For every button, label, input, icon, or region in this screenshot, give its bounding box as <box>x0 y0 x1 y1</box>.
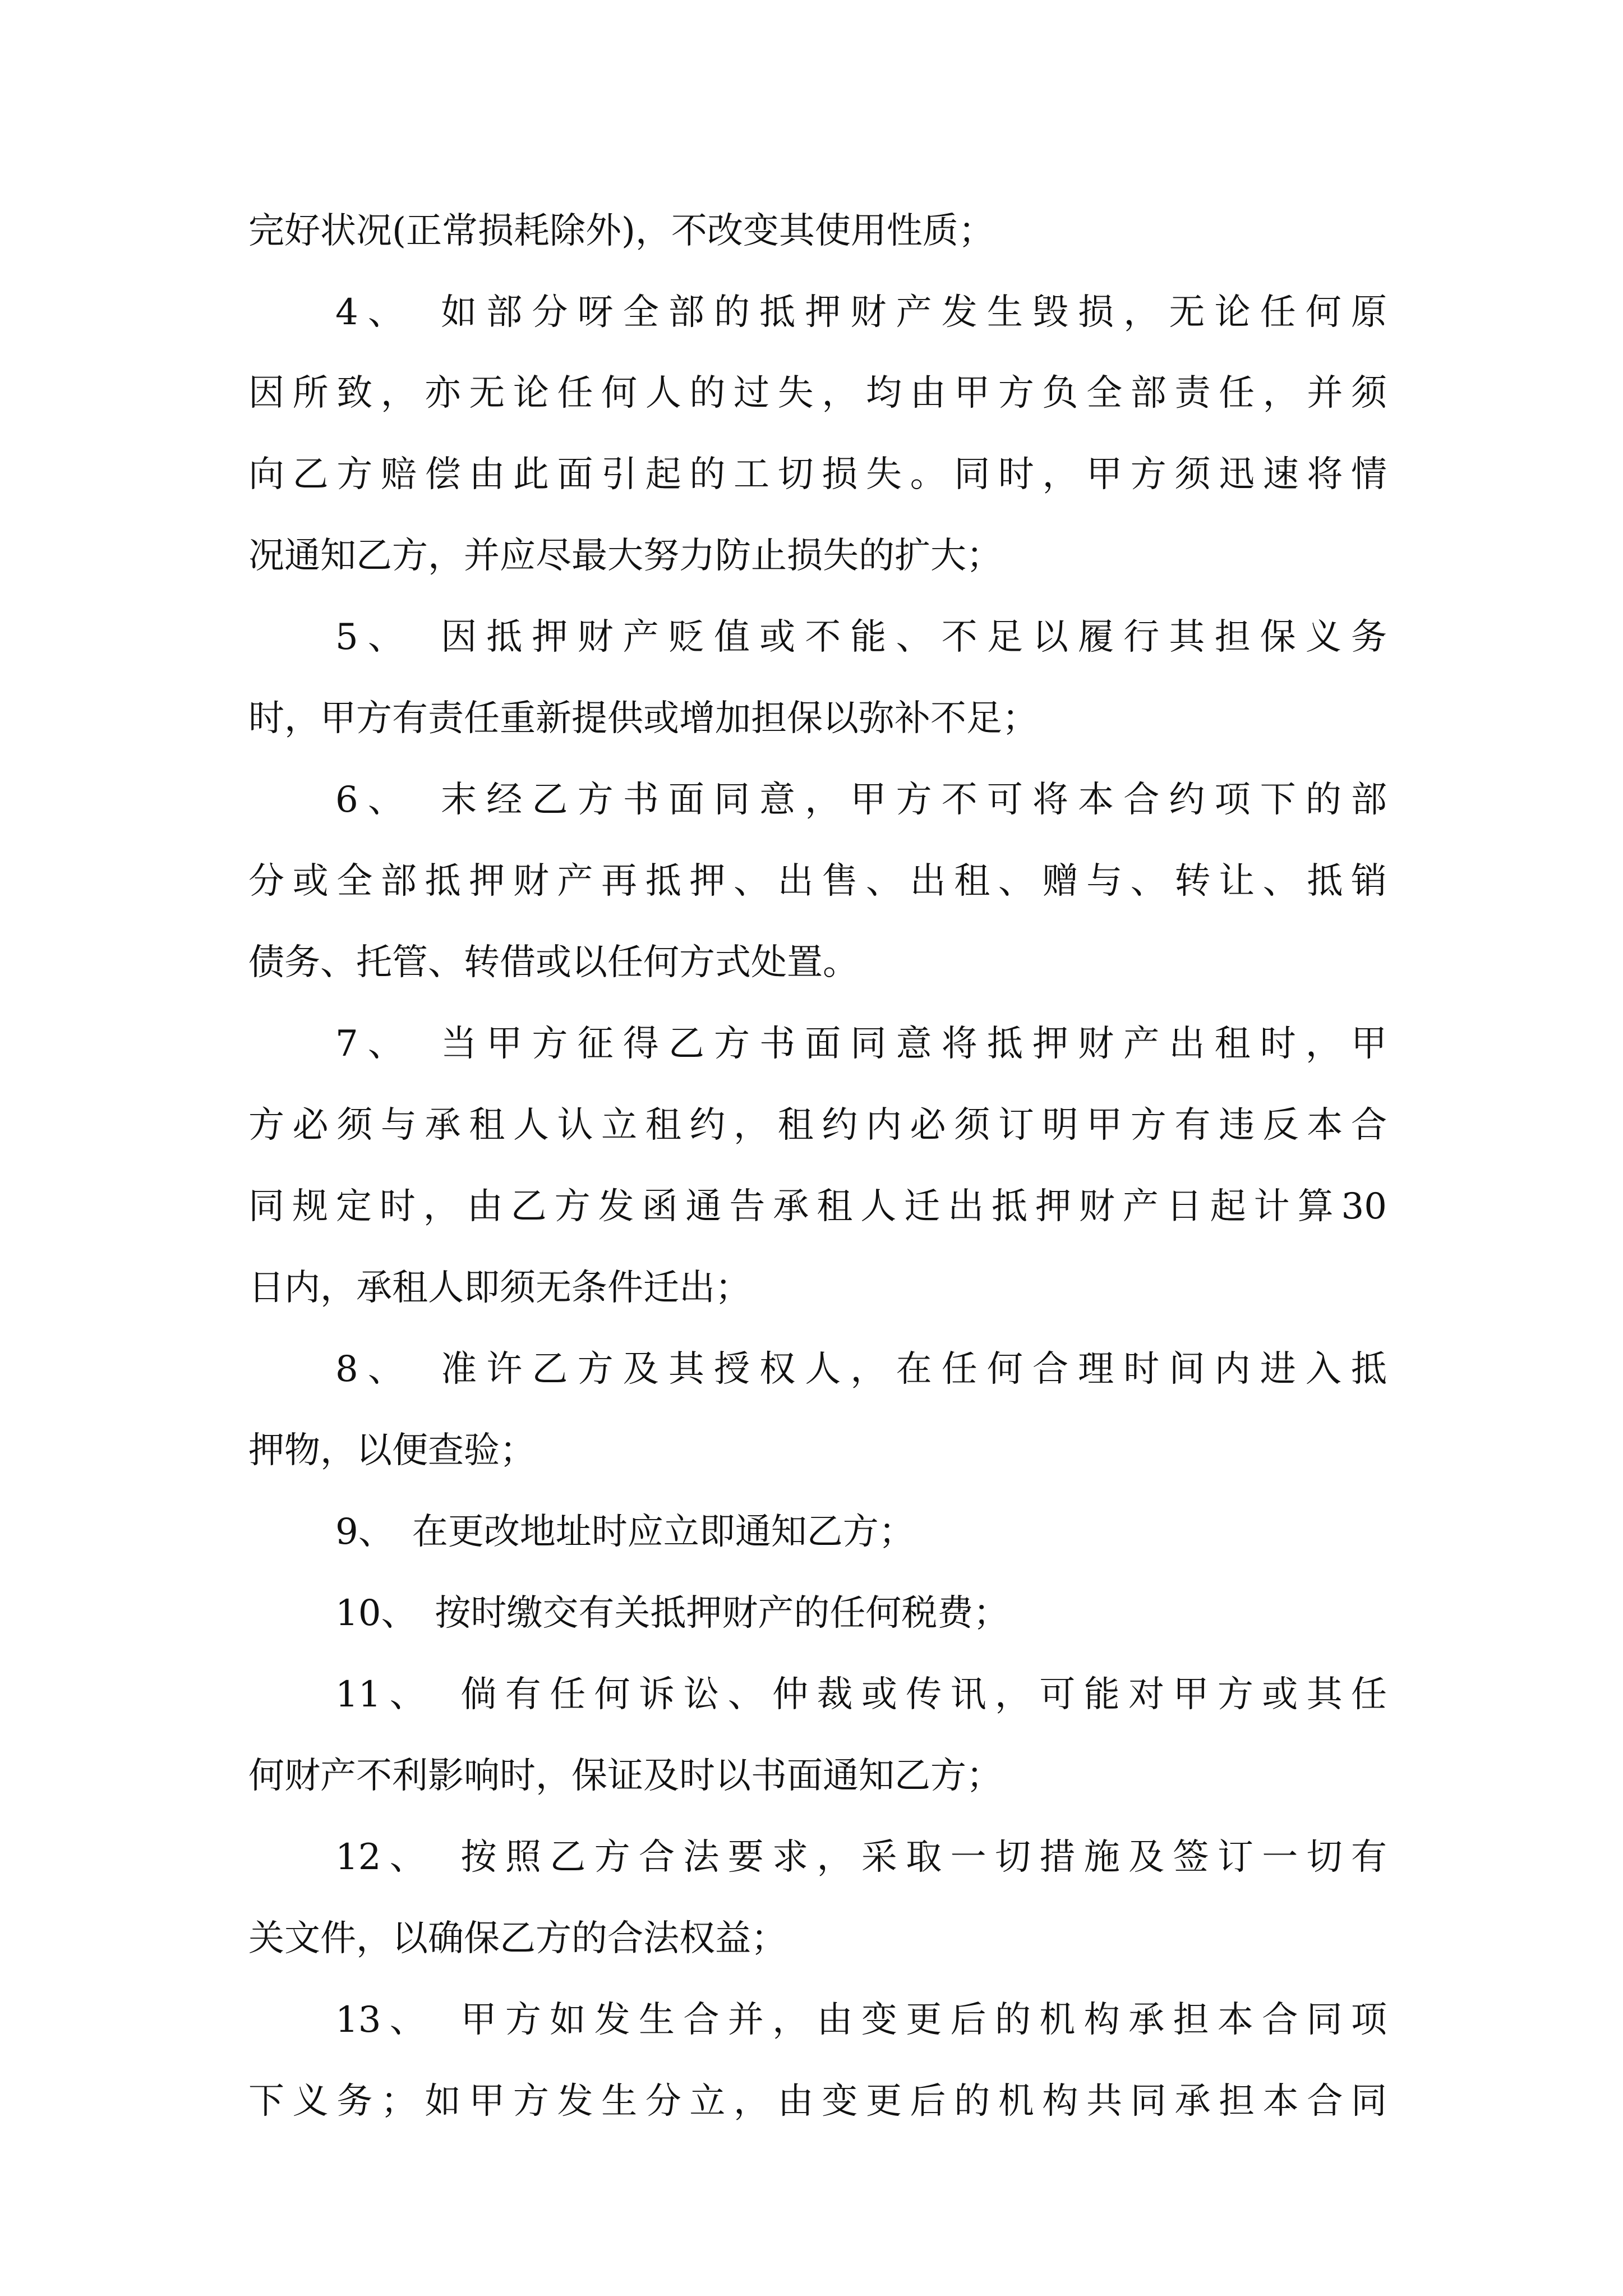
text-line: 9、 在更改地址时应立即通知乙方； <box>335 1511 915 1553</box>
text-line: 10、 按时缴交有关抵押财产的任何税费； <box>335 1593 1009 1634</box>
text-line: 5、 因抵押财产贬值或不能、不足以履行其担保义务 <box>335 616 1387 658</box>
text-line: 债务、托管、转借或以任何方式处置。 <box>248 942 859 983</box>
text-line: 向乙方赔偿由此面引起的工切损失。同时，甲方须迅速将情 <box>248 454 1387 495</box>
text-line: 4、 如部分呀全部的抵押财产发生毁损，无论任何原 <box>335 292 1387 333</box>
text-line: 完好状况(正常损耗除外)，不改变其使用性质； <box>248 210 994 252</box>
text-line: 12、 按照乙方合法要求，采取一切措施及签订一切有 <box>335 1837 1387 1878</box>
text-line: 11、 倘有任何诉讼、仲裁或传讯，可能对甲方或其任 <box>335 1674 1387 1715</box>
text-line: 关文件，以确保乙方的合法权益； <box>248 1918 787 1959</box>
text-line: 7、 当甲方征得乙方书面同意将抵押财产出租时，甲 <box>335 1023 1387 1065</box>
text-line: 时，甲方有责任重新提供或增加担保以弥补不足； <box>248 698 1038 739</box>
text-line: 6、 末经乙方书面同意，甲方不可将本合约项下的部 <box>335 779 1387 821</box>
text-line: 何财产不利影响时，保证及时以书面通知乙方； <box>248 1755 1002 1797</box>
text-line: 下义务；如甲方发生分立，由变更后的机构共同承担本合同 <box>248 2081 1387 2122</box>
text-line: 日内，承租人即须无条件迁出； <box>248 1267 751 1309</box>
text-line: 13、 甲方如发生合并，由变更后的机构承担本合同项 <box>335 1999 1387 2041</box>
text-line: 同规定时，由乙方发函通告承租人迁出抵押财产日起计算30 <box>248 1186 1387 1227</box>
text-line: 分或全部抵押财产再抵押、出售、出租、赠与、转让、抵销 <box>248 861 1387 902</box>
text-line: 押物，以便查验； <box>248 1430 536 1471</box>
text-line: 况通知乙方，并应尽最大努力防止损失的扩大； <box>248 535 1002 577</box>
text-line: 8、 准许乙方及其授权人，在任何合理时间内进入抵 <box>335 1349 1387 1390</box>
text-line: 因所致，亦无论任何人的过失，均由甲方负全部责任，并须 <box>248 372 1387 414</box>
text-line: 方必须与承租人认立租约，租约内必须订明甲方有违反本合 <box>248 1105 1387 1146</box>
